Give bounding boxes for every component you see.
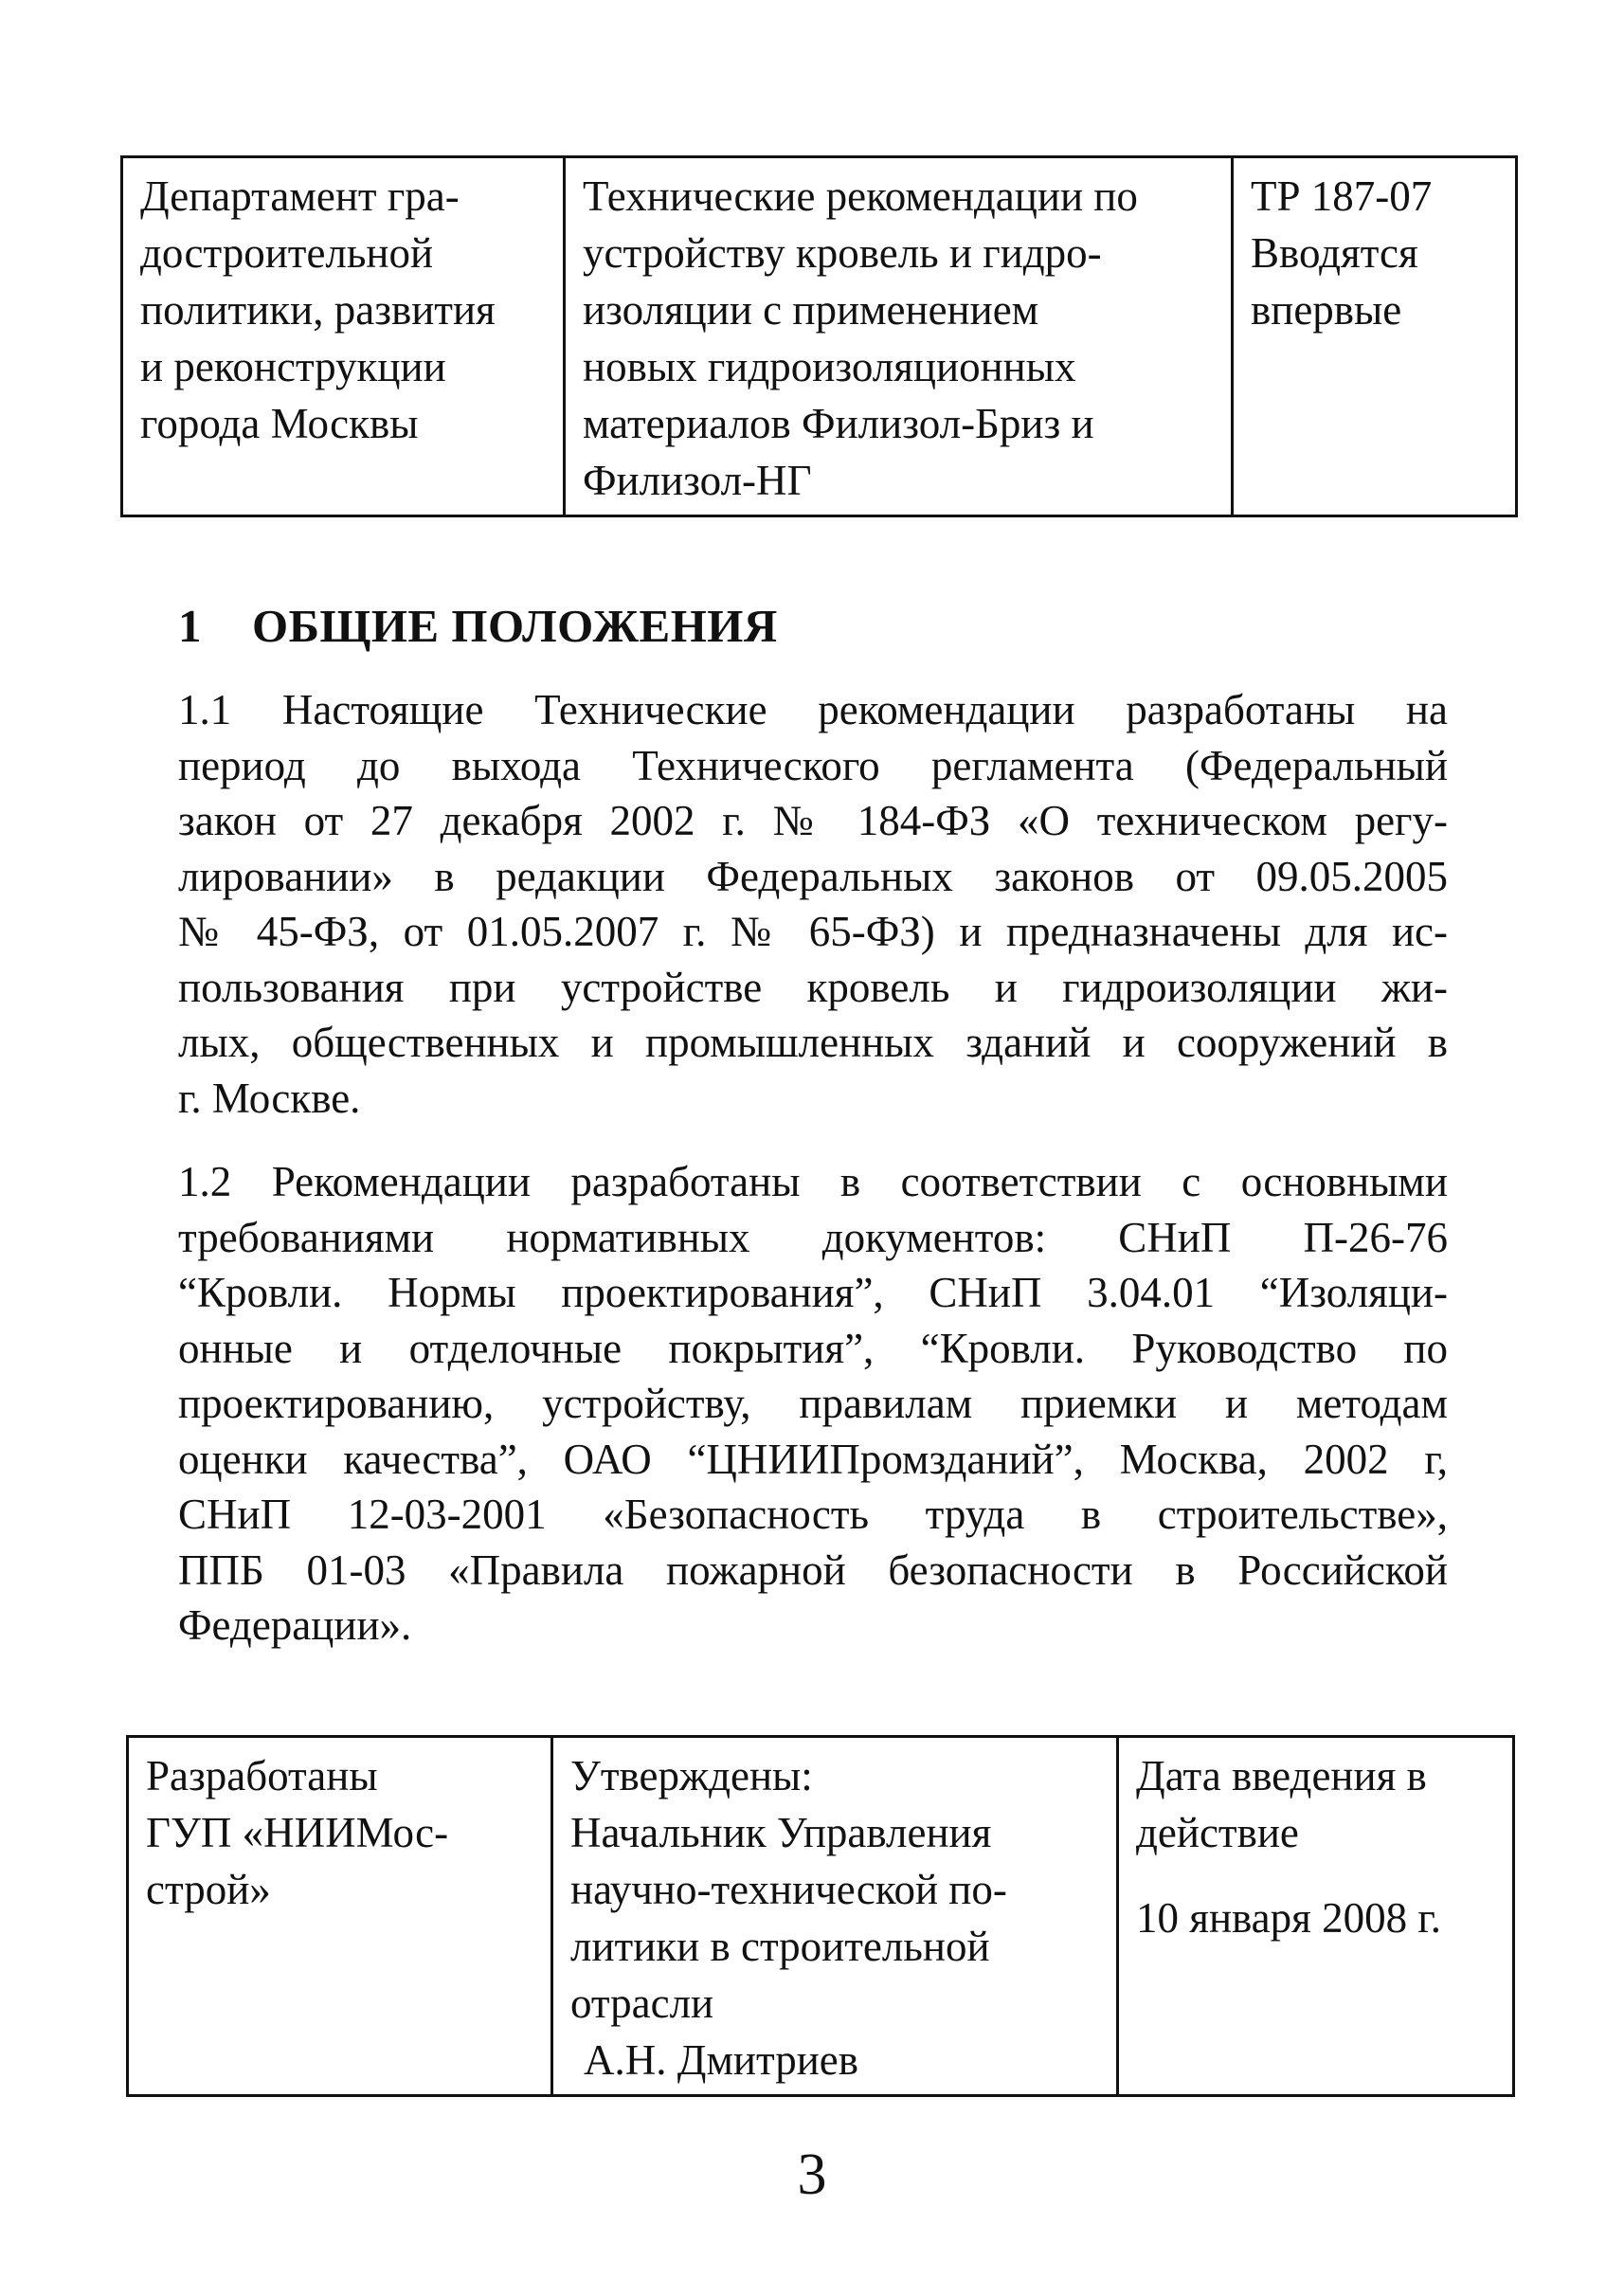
- organization-line: достроительной: [140, 229, 434, 277]
- document-status-line: Вводятся: [1251, 229, 1418, 277]
- approved-position-line: литики в строительной: [570, 1923, 990, 1970]
- document-title-line: Технические рекомендации по: [583, 172, 1138, 220]
- header-title-cell: [565, 157, 1233, 516]
- header-code-cell: [1233, 157, 1517, 516]
- section-number: 1: [178, 600, 202, 652]
- effective-label-line: действие: [1136, 1809, 1299, 1856]
- paragraph-1-2: [178, 1154, 1448, 1654]
- document-code: ТР 187-07: [1251, 172, 1433, 220]
- header-organization-cell: [122, 157, 565, 516]
- paragraph-line: 1.2 Рекомендации разработаны в соответствии с основными: [178, 1158, 1448, 1205]
- approved-position-line: научно-технической по-: [570, 1866, 1007, 1913]
- document-title-line: устройству кровель и гидро-: [583, 229, 1102, 277]
- footer-approved-cell: [552, 1737, 1118, 2096]
- paragraph-line: СНиП 12-03-2001 «Безопасность труда в строительстве»,: [178, 1491, 1448, 1538]
- organization-line: города Москвы: [140, 400, 419, 447]
- document-status-line: впервые: [1251, 286, 1402, 334]
- effective-label-line: Дата введения в: [1136, 1752, 1427, 1799]
- footer-table-row: [128, 1737, 1514, 2096]
- paragraph-line: 1.1 Настоящие Технические рекомендации разработаны на: [178, 686, 1448, 733]
- paragraph-line: оценки качества”, ОАО “ЦНИИПромзданий”, Москва, 2002 г,: [178, 1435, 1448, 1483]
- paragraph-line: № 45-ФЗ, от 01.05.2007 г. № 65-ФЗ) и предназначены для ис-: [178, 908, 1448, 955]
- approved-position-line: Начальник Управления: [570, 1809, 992, 1856]
- organization-line: Департамент гра-: [140, 172, 460, 220]
- developed-line: строй»: [146, 1866, 271, 1913]
- document-title-line: материалов Филизол-Бриз и: [583, 400, 1094, 447]
- paragraph-1-1: [178, 682, 1448, 1126]
- header-table-row: [122, 157, 1517, 516]
- footer-table: [126, 1735, 1515, 2097]
- footer-effective-cell: [1118, 1737, 1514, 2096]
- document-title-line: новых гидроизоляционных: [583, 343, 1076, 390]
- effective-date: 10 января 2008 г.: [1136, 1894, 1441, 1942]
- approved-position-line: отрасли: [570, 1980, 714, 2027]
- developed-line: Разработаны: [146, 1752, 378, 1799]
- document-title-line: Филизол-НГ: [583, 457, 812, 504]
- paragraph-line: требованиями нормативных документов: СНиП П-26-76: [178, 1213, 1448, 1261]
- spacer: [1136, 1861, 1499, 1889]
- paragraph-line: лых, общественных и промышленных зданий и сооружений в: [178, 1019, 1448, 1066]
- paragraph-line: закон от 27 декабря 2002 г. № 184-ФЗ «О техническом регу-: [178, 797, 1448, 844]
- organization-line: политики, развития: [140, 286, 496, 334]
- paragraph-line: “Кровли. Нормы проектирования”, СНиП 3.04.01 “Изоляци-: [178, 1269, 1448, 1316]
- paragraph-line: Федерации».: [178, 1601, 412, 1649]
- paragraph-line: г. Москве.: [178, 1074, 361, 1122]
- paragraph-line: проектированию, устройству, правилам приемки и методам: [178, 1380, 1448, 1427]
- section-heading: [178, 599, 778, 653]
- paragraph-line: лировании» в редакции Федеральных законов от 09.05.2005: [178, 852, 1448, 900]
- paragraph-line: пользования при устройстве кровель и гидроизоляции жи-: [178, 963, 1448, 1011]
- page-number: 3: [797, 2142, 827, 2207]
- paragraph-line: онные и отделочные покрытия”, “Кровли. Руководство по: [178, 1324, 1448, 1372]
- paragraph-line: период до выхода Технического регламента (Федеральный: [178, 741, 1448, 789]
- paragraph-line: ППБ 01-03 «Правила пожарной безопасности в Российской: [178, 1546, 1448, 1594]
- header-table: [120, 155, 1518, 517]
- approved-label: Утверждены:: [570, 1752, 813, 1799]
- developed-line: ГУП «НИИМос-: [146, 1809, 449, 1856]
- footer-developed-cell: [128, 1737, 552, 2096]
- document-title-line: изоляции с применением: [583, 286, 1039, 334]
- section-title: ОБЩИЕ ПОЛОЖЕНИЯ: [252, 600, 778, 652]
- organization-line: и реконструкции: [140, 343, 446, 390]
- approved-name: А.Н. Дмитриев: [584, 2036, 859, 2084]
